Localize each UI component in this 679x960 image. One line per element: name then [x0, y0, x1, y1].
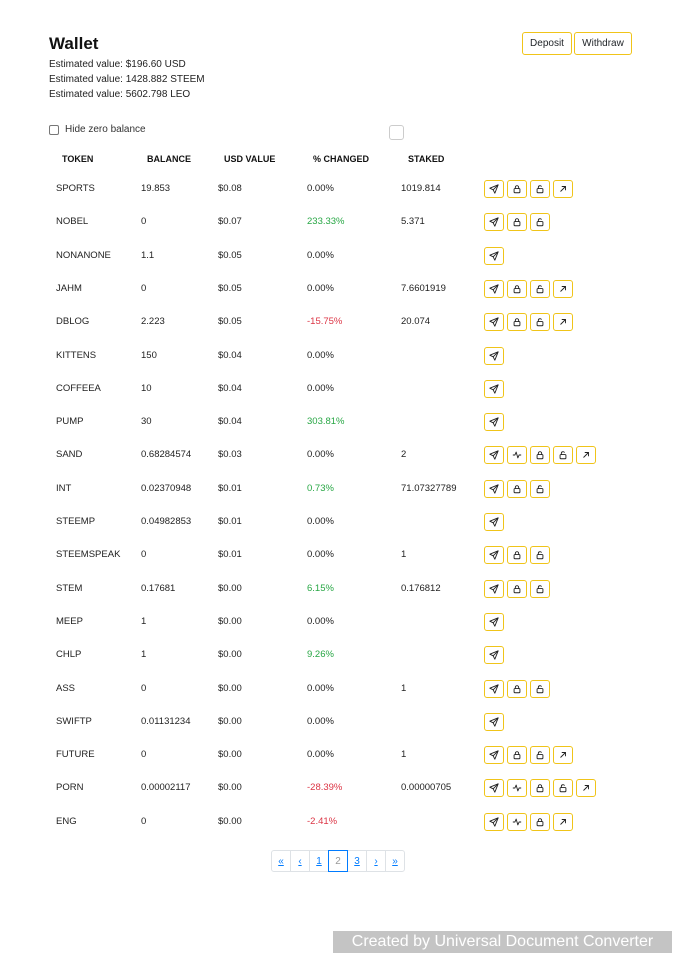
send-button[interactable] — [484, 280, 504, 298]
usd-value-cell: $0.00 — [218, 616, 242, 627]
withdraw-button[interactable]: Withdraw — [574, 32, 632, 55]
table-row — [0, 279, 679, 299]
balance-cell: 10 — [141, 383, 152, 394]
send-button[interactable] — [484, 546, 504, 564]
balance-cell: 0.17681 — [141, 583, 176, 594]
percent-changed-cell: 0.00% — [307, 683, 334, 694]
send-icon — [489, 484, 499, 494]
activity-icon — [512, 450, 522, 460]
lock-icon — [512, 284, 522, 294]
send-icon — [489, 817, 499, 827]
unlock-button[interactable] — [530, 280, 550, 298]
row-actions — [484, 380, 507, 398]
percent-changed-cell: 0.00% — [307, 616, 334, 627]
table-row — [0, 346, 679, 366]
unlock-icon — [535, 484, 545, 494]
row-actions — [484, 546, 553, 564]
balance-cell: 0.00002117 — [141, 782, 191, 793]
staked-cell: 2 — [401, 449, 407, 460]
send-icon — [489, 750, 499, 760]
balance-cell: 1 — [141, 616, 147, 627]
staked-cell: 1 — [401, 749, 407, 760]
unlock-icon — [558, 450, 568, 460]
balance-cell: 0.04982853 — [141, 516, 192, 527]
row-actions — [484, 713, 507, 731]
send-icon — [489, 384, 499, 394]
percent-changed-cell: 303.81% — [307, 416, 345, 427]
lock-icon — [512, 550, 522, 560]
usd-value-cell: $0.08 — [218, 183, 242, 194]
estimated-value-leo: Estimated value: 5602.798 LEO — [49, 89, 191, 100]
percent-changed-cell: 0.00% — [307, 449, 334, 460]
token-cell: STEEMP — [56, 516, 96, 527]
send-icon — [489, 217, 499, 227]
send-button[interactable] — [484, 713, 504, 731]
token-cell: MEEP — [56, 616, 83, 627]
usd-value-cell: $0.00 — [218, 782, 242, 793]
hide-zero-balance-label: Hide zero balance — [65, 124, 146, 135]
row-actions — [484, 646, 507, 664]
token-cell: CHLP — [56, 649, 82, 660]
lock-button[interactable] — [507, 746, 527, 764]
row-actions — [484, 480, 553, 498]
lock-button[interactable] — [507, 180, 527, 198]
lock-button[interactable] — [530, 813, 550, 831]
page-first-link[interactable]: « — [271, 850, 291, 872]
row-actions — [484, 446, 599, 464]
lock-icon — [535, 783, 545, 793]
table-row — [0, 545, 679, 565]
unlock-icon — [535, 317, 545, 327]
percent-changed-cell: 9.26% — [307, 649, 334, 660]
staked-cell: 0.00000705 — [401, 782, 452, 793]
unlock-button[interactable] — [530, 313, 550, 331]
arrow-up-right-icon — [581, 783, 591, 793]
row-actions — [484, 213, 553, 231]
staked-cell: 0.176812 — [401, 583, 441, 594]
table-row — [0, 312, 679, 332]
table-row — [0, 479, 679, 499]
staked-cell: 1 — [401, 683, 407, 694]
percent-changed-cell: 0.00% — [307, 749, 334, 760]
arrow-up-right-button[interactable] — [553, 180, 573, 198]
usd-value-cell: $0.01 — [218, 516, 242, 527]
token-cell: COFFEEA — [56, 383, 101, 394]
balance-cell: 0 — [141, 216, 147, 227]
lock-button[interactable] — [507, 313, 527, 331]
usd-value-cell: $0.00 — [218, 816, 242, 827]
send-icon — [489, 584, 499, 594]
send-icon — [489, 650, 499, 660]
column-header-staked: STAKED — [408, 154, 445, 164]
unlock-icon — [558, 783, 568, 793]
activity-button[interactable] — [507, 446, 527, 464]
unlock-button[interactable] — [530, 580, 550, 598]
unlock-icon — [535, 750, 545, 760]
unlock-button[interactable] — [530, 480, 550, 498]
table-row — [0, 679, 679, 699]
token-cell: FUTURE — [56, 749, 95, 760]
balance-cell: 1 — [141, 649, 147, 660]
unlock-button[interactable] — [553, 446, 573, 464]
row-actions — [484, 247, 507, 265]
unlock-icon — [535, 184, 545, 194]
balance-cell: 0.01131234 — [141, 716, 191, 727]
usd-value-cell: $0.01 — [218, 549, 242, 560]
row-actions — [484, 347, 507, 365]
send-button[interactable] — [484, 646, 504, 664]
arrow-up-right-button[interactable] — [553, 746, 573, 764]
token-cell: ASS — [56, 683, 76, 694]
unlock-icon — [535, 684, 545, 694]
column-header-usd-value: USD VALUE — [224, 154, 276, 164]
pagination — [271, 850, 405, 872]
send-icon — [489, 684, 499, 694]
table-row — [0, 645, 679, 665]
table-row — [0, 812, 679, 832]
balance-cell: 0 — [141, 683, 147, 694]
percent-changed-cell: 0.00% — [307, 383, 334, 394]
table-row — [0, 412, 679, 432]
percent-changed-cell: 0.00% — [307, 516, 334, 527]
page-prev-link[interactable]: ‹ — [290, 850, 310, 872]
balance-cell: 0.02370948 — [141, 483, 192, 494]
table-row — [0, 179, 679, 199]
usd-value-cell: $0.00 — [218, 749, 242, 760]
send-button[interactable] — [484, 480, 504, 498]
page-title: Wallet — [49, 34, 99, 53]
row-actions — [484, 813, 576, 831]
percent-changed-cell: 0.00% — [307, 350, 334, 361]
token-cell: DBLOG — [56, 316, 90, 327]
table-row — [0, 212, 679, 232]
send-button[interactable] — [484, 513, 504, 531]
usd-value-cell: $0.05 — [218, 250, 242, 261]
send-icon — [489, 284, 499, 294]
token-cell: PUMP — [56, 416, 84, 427]
row-actions — [484, 280, 576, 298]
lock-button[interactable] — [507, 213, 527, 231]
balance-cell: 0 — [141, 749, 147, 760]
staked-cell: 71.07327789 — [401, 483, 457, 494]
table-row — [0, 512, 679, 532]
row-actions — [484, 779, 599, 797]
lock-button[interactable] — [507, 480, 527, 498]
row-actions — [484, 313, 576, 331]
token-cell: KITTENS — [56, 350, 97, 361]
send-icon — [489, 184, 499, 194]
lock-button[interactable] — [507, 580, 527, 598]
table-row — [0, 778, 679, 798]
send-button[interactable] — [484, 446, 504, 464]
arrow-up-right-icon — [558, 184, 568, 194]
lock-icon — [512, 584, 522, 594]
activity-icon — [512, 817, 522, 827]
send-button[interactable] — [484, 347, 504, 365]
row-actions — [484, 746, 576, 764]
lock-icon — [535, 450, 545, 460]
row-actions — [484, 180, 576, 198]
token-cell: ENG — [56, 816, 77, 827]
arrow-up-right-button[interactable] — [553, 313, 573, 331]
table-row — [0, 612, 679, 632]
arrow-up-right-button[interactable] — [553, 813, 573, 831]
usd-value-cell: $0.07 — [218, 216, 242, 227]
balance-cell: 0.68284574 — [141, 449, 192, 460]
token-cell: PORN — [56, 782, 84, 793]
page-1-link[interactable]: 1 — [309, 850, 329, 872]
lock-icon — [512, 317, 522, 327]
balance-cell: 30 — [141, 416, 152, 427]
page-2-current: 2 — [328, 850, 348, 872]
row-actions — [484, 680, 553, 698]
balance-cell: 2.223 — [141, 316, 165, 327]
balance-cell: 19.853 — [141, 183, 171, 194]
lock-button[interactable] — [507, 280, 527, 298]
send-icon — [489, 517, 499, 527]
unlock-button[interactable] — [530, 546, 550, 564]
unlock-button[interactable] — [530, 680, 550, 698]
lock-icon — [535, 817, 545, 827]
deposit-button[interactable]: Deposit — [522, 32, 572, 55]
send-icon — [489, 550, 499, 560]
send-button[interactable] — [484, 380, 504, 398]
unlock-icon — [535, 550, 545, 560]
activity-icon — [512, 783, 522, 793]
send-button[interactable] — [484, 180, 504, 198]
column-header-token: TOKEN — [62, 154, 94, 164]
page-3-link[interactable]: 3 — [347, 850, 367, 872]
usd-value-cell: $0.04 — [218, 383, 242, 394]
percent-changed-cell: 0.00% — [307, 283, 334, 294]
table-row — [0, 579, 679, 599]
token-cell: NOBEL — [56, 216, 89, 227]
send-icon — [489, 417, 499, 427]
send-icon — [489, 317, 499, 327]
send-icon — [489, 450, 499, 460]
send-button[interactable] — [484, 313, 504, 331]
send-button[interactable] — [484, 613, 504, 631]
arrow-up-right-button[interactable] — [576, 446, 596, 464]
lock-icon — [512, 184, 522, 194]
column-header-balance: BALANCE — [147, 154, 191, 164]
column-header-percent-changed: % CHANGED — [313, 154, 370, 164]
arrow-up-right-button[interactable] — [553, 280, 573, 298]
usd-value-cell: $0.04 — [218, 350, 242, 361]
unlock-button[interactable] — [530, 746, 550, 764]
balance-cell: 0 — [141, 816, 147, 827]
usd-value-cell: $0.00 — [218, 716, 242, 727]
percent-changed-cell: -15.75% — [307, 316, 343, 327]
unlock-button[interactable] — [530, 213, 550, 231]
arrow-up-right-icon — [558, 284, 568, 294]
lock-button[interactable] — [507, 680, 527, 698]
arrow-up-right-icon — [581, 450, 591, 460]
send-button[interactable] — [484, 813, 504, 831]
row-actions — [484, 513, 507, 531]
usd-value-cell: $0.00 — [218, 683, 242, 694]
table-row — [0, 379, 679, 399]
percent-changed-cell: 0.00% — [307, 716, 334, 727]
arrow-up-right-button[interactable] — [576, 779, 596, 797]
send-button[interactable] — [484, 746, 504, 764]
token-cell: SPORTS — [56, 183, 95, 194]
balance-cell: 0 — [141, 283, 147, 294]
balance-cell: 0 — [141, 549, 147, 560]
unlock-button[interactable] — [553, 779, 573, 797]
send-button[interactable] — [484, 247, 504, 265]
percent-changed-cell: 0.00% — [307, 183, 334, 194]
token-cell: SWIFTP — [56, 716, 92, 727]
percent-changed-cell: 0.00% — [307, 250, 334, 261]
table-row — [0, 745, 679, 765]
usd-value-cell: $0.04 — [218, 416, 242, 427]
balance-cell: 1.1 — [141, 250, 155, 261]
lock-button[interactable] — [530, 779, 550, 797]
lock-icon — [512, 217, 522, 227]
usd-value-cell: $0.01 — [218, 483, 242, 494]
balance-cell: 150 — [141, 350, 157, 361]
send-button[interactable] — [484, 779, 504, 797]
staked-cell: 5.371 — [401, 216, 425, 227]
send-button[interactable] — [484, 413, 504, 431]
send-icon — [489, 251, 499, 261]
arrow-up-right-icon — [558, 817, 568, 827]
send-button[interactable] — [484, 680, 504, 698]
send-button[interactable] — [484, 580, 504, 598]
staked-cell: 1019.814 — [401, 183, 441, 194]
percent-changed-cell: 6.15% — [307, 583, 334, 594]
token-cell: SAND — [56, 449, 83, 460]
percent-changed-cell: 233.33% — [307, 216, 345, 227]
unlock-icon — [535, 284, 545, 294]
lock-icon — [512, 750, 522, 760]
page-next-link[interactable]: › — [366, 850, 386, 872]
estimated-value-usd: Estimated value: $196.60 USD — [49, 59, 186, 70]
arrow-up-right-icon — [558, 317, 568, 327]
table-row — [0, 246, 679, 266]
send-icon — [489, 783, 499, 793]
token-cell: STEEMSPEAK — [56, 549, 121, 560]
lock-button[interactable] — [530, 446, 550, 464]
send-button[interactable] — [484, 213, 504, 231]
row-actions — [484, 613, 507, 631]
token-cell: INT — [56, 483, 72, 494]
row-actions — [484, 413, 507, 431]
page-last-link[interactable]: » — [385, 850, 405, 872]
send-icon — [489, 351, 499, 361]
token-cell: JAHM — [56, 283, 82, 294]
watermark: Created by Universal Document Converter — [333, 931, 672, 953]
percent-changed-cell: -2.41% — [307, 816, 338, 827]
lock-button[interactable] — [507, 546, 527, 564]
usd-value-cell: $0.05 — [218, 316, 242, 327]
token-cell: STEM — [56, 583, 83, 594]
estimated-value-steem: Estimated value: 1428.882 STEEM — [49, 74, 205, 85]
unlock-button[interactable] — [530, 180, 550, 198]
usd-value-cell: $0.03 — [218, 449, 242, 460]
token-cell: NONANONE — [56, 250, 111, 261]
lock-icon — [512, 684, 522, 694]
usd-value-cell: $0.00 — [218, 583, 242, 594]
send-icon — [489, 617, 499, 627]
unlock-icon — [535, 584, 545, 594]
staked-cell: 1 — [401, 549, 407, 560]
table-row — [0, 445, 679, 465]
usd-value-cell: $0.05 — [218, 283, 242, 294]
arrow-up-right-icon — [558, 750, 568, 760]
staked-cell: 20.074 — [401, 316, 431, 327]
activity-button[interactable] — [507, 779, 527, 797]
send-icon — [489, 717, 499, 727]
lock-icon — [512, 484, 522, 494]
usd-value-cell: $0.00 — [218, 649, 242, 660]
unlock-icon — [535, 217, 545, 227]
percent-changed-cell: 0.00% — [307, 549, 334, 560]
activity-button[interactable] — [507, 813, 527, 831]
staked-cell: 7.6601919 — [401, 283, 446, 294]
percent-changed-cell: -28.39% — [307, 782, 343, 793]
table-row — [0, 712, 679, 732]
row-actions — [484, 580, 553, 598]
percent-changed-cell: 0.73% — [307, 483, 334, 494]
